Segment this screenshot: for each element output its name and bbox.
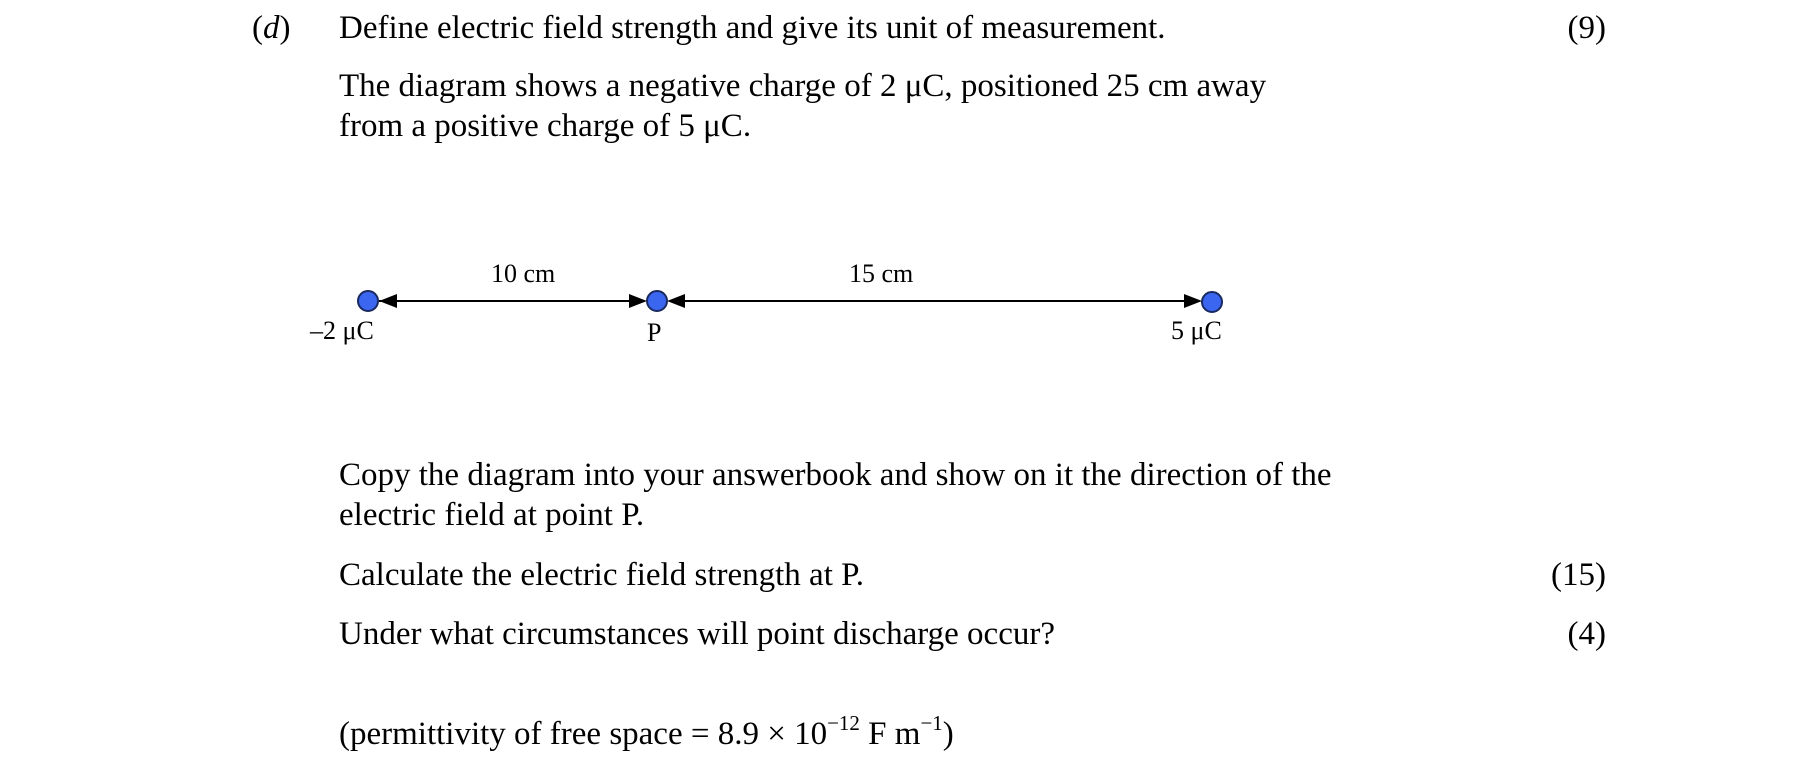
point-p-icon — [647, 291, 667, 311]
part-label: (d) — [252, 10, 291, 46]
positive-charge-icon — [1202, 292, 1222, 312]
part-letter: d — [263, 10, 280, 46]
negative-charge-label: –2 μC — [310, 316, 374, 345]
arrowhead-p-left-icon — [629, 294, 647, 308]
marks-point-discharge: (4) — [1567, 616, 1606, 652]
question-point-discharge: Under what circumstances will point discharge occur? — [339, 616, 1055, 652]
permittivity-constant — [339, 711, 954, 757]
point-p-label: P — [647, 318, 662, 347]
constant-unit: F m — [859, 716, 921, 752]
question-calculate: Calculate the electric field strength at P. — [339, 557, 865, 593]
distance-left-label: 10 cm — [491, 259, 556, 288]
negative-charge-icon — [358, 291, 378, 311]
question-define: Define electric field strength and give its unit of measurement. — [339, 10, 1166, 46]
constant-exponent: −12 — [827, 711, 860, 735]
distance-right-label: 15 cm — [849, 259, 914, 288]
copy-instruction-line1: Copy the diagram into your answerbook and show on it the direction of the — [339, 457, 1332, 493]
constant-prefix: (permittivity of free space = 8.9 × 10 — [339, 716, 828, 752]
diagram-description-line1: The diagram shows a negative charge of 2 μC, positioned 25 cm away — [339, 68, 1267, 104]
arrowhead-left-icon — [379, 294, 397, 308]
arrowhead-right-icon — [1184, 294, 1202, 308]
arrowhead-p-right-icon — [667, 294, 685, 308]
unit-exponent: −1 — [920, 711, 943, 735]
marks-define: (9) — [1567, 10, 1606, 46]
copy-instruction-line2: electric field at point P. — [339, 497, 645, 533]
marks-calculate: (15) — [1551, 557, 1606, 593]
constant-suffix: ) — [942, 716, 954, 752]
positive-charge-label: 5 μC — [1171, 316, 1222, 345]
diagram-description-line2: from a positive charge of 5 μC. — [339, 108, 752, 144]
